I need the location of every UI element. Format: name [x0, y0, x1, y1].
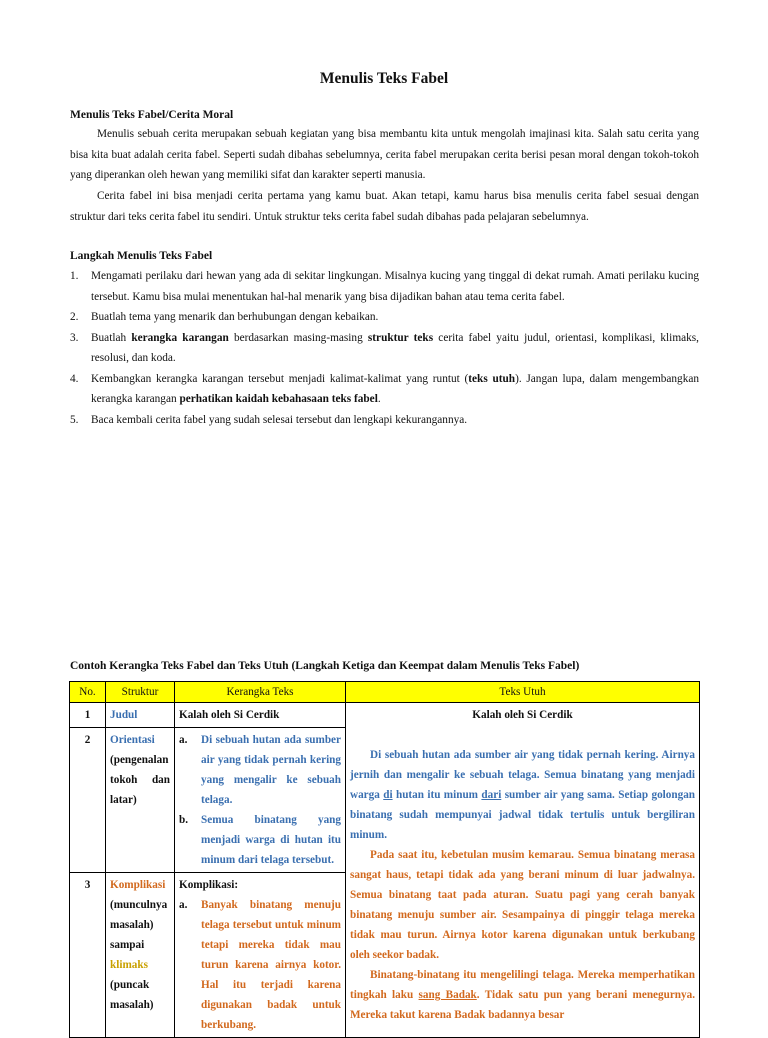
- step-text: Buatlah: [91, 331, 132, 344]
- story-text: hutan itu minum: [392, 789, 482, 801]
- step-number: 5.: [70, 413, 79, 426]
- item-text: Di sebuah hutan ada sumber air yang tidak pernah kering yang mengalir ke sebuah telaga.: [201, 734, 341, 806]
- step-2: [70, 307, 699, 328]
- step-number: 3.: [70, 331, 79, 344]
- kerangka-judul: Kalah oleh Si Cerdik: [175, 703, 346, 728]
- step-text: cerita fabel yaitu judul, orientasi, komplikasi, klimaks, resolusi, dan koda.: [91, 331, 699, 364]
- page-title: Menulis Teks Fabel: [319, 70, 449, 87]
- struktur-desc: (pengenalan tokoh dan latar): [110, 754, 170, 806]
- step-bold: teks utuh: [468, 372, 516, 385]
- story-komplikasi-1: Pada saat itu, kebetulan musim kemarau. Semua binatang merasa sangat haus, tetapi tidak ada yang berani minum di luar jadwalnya. Semua binatang taat pada aturan. Suatu pagi yang cerah banyak binatang menuju sumber air. Sesampainya di pinggir telaga mereka tidak mau turun. Airnya kotor karena digunakan untuk berkubang oleh seekor badak.: [350, 849, 695, 961]
- step-3: [70, 328, 699, 369]
- item-text: Banyak binatang menuju telaga tersebut untuk minum tetapi mereka tidak mau turun karena airnya kotor. Hal itu terjadi karena digunakan badak untuk berkubang.: [201, 899, 341, 1031]
- kerangka-label: Komplikasi:: [179, 879, 239, 891]
- step-4: [70, 369, 699, 410]
- story-text: sumber air yang sama. Setiap golongan binatang sudah mempunyai jadwal tidak tertulis untuk bergiliran minum.: [350, 789, 696, 841]
- underlined-word: di: [383, 789, 393, 801]
- row-number: 3: [70, 873, 106, 1038]
- kerangka-komplikasi: [175, 873, 346, 1038]
- header-kerangka: Kerangka Teks: [175, 682, 346, 703]
- struktur-orientasi: [106, 728, 175, 873]
- step-5: [70, 410, 699, 431]
- struktur-title: Orientasi: [110, 734, 155, 746]
- table-caption: Contoh Kerangka Teks Fabel dan Teks Utuh (Langkah Ketiga dan Keempat dalam Menulis Teks Fabel): [70, 660, 580, 672]
- kerangka-orientasi: [175, 728, 346, 873]
- story-text: Binatang-binatang itu mengelilingi telaga. Mereka memperhatikan tingkah laku: [350, 969, 695, 1001]
- story-orientasi: [350, 745, 695, 845]
- step-text: berdasarkan masing-masing: [228, 331, 368, 344]
- story-text: . Tidak satu pun yang berani menegurnya. Mereka takut karena Badak badannya besar: [350, 989, 695, 1021]
- step-bold: perhatikan kaidah kebahasaan teks fabel: [179, 393, 378, 405]
- header-struktur: Struktur: [106, 682, 175, 703]
- step-text: Baca kembali cerita fabel yang sudah selesai tersebut dan lengkapi kekurangannya.: [91, 413, 468, 426]
- intro-paragraph-2: Cerita fabel ini bisa menjadi cerita pertama yang kamu buat. Akan tetapi, kamu harus bisa menulis cerita fabel sesuai dengan struktur dari teks cerita fabel itu sendiri. Untuk struktur teks cerita fabel sudah dibahas pada pelajaran sebelumnya.: [70, 190, 699, 223]
- table-header-row: [70, 682, 700, 703]
- step-number: 2.: [70, 311, 79, 323]
- step-bold: struktur teks: [367, 331, 434, 344]
- struktur-desc: (munculnya masalah) sampai: [110, 899, 168, 951]
- kerangka-item-b: [179, 810, 341, 870]
- row-number: 2: [70, 728, 106, 873]
- struktur-klimaks: klimaks: [110, 959, 148, 971]
- step-text: .: [377, 393, 381, 405]
- underlined-word: dari: [481, 789, 502, 801]
- table-row: [70, 703, 700, 728]
- step-1: [70, 266, 699, 307]
- struktur-komplikasi: [106, 873, 175, 1038]
- struktur-title: Komplikasi: [110, 879, 166, 891]
- header-teks-utuh: Teks Utuh: [346, 682, 700, 703]
- header-no: No.: [70, 682, 106, 703]
- struktur-desc: (puncak masalah): [110, 979, 154, 1011]
- step-text: ). Jangan lupa, dalam mengembangkan kerangka karangan: [91, 372, 700, 405]
- intro-paragraph-1: Menulis sebuah cerita merupakan sebuah kegiatan yang bisa membantu kita untuk mengolah imajinasi kita. Salah satu cerita yang bisa kita buat adalah cerita fabel. Seperti sudah dibahas sebelumnya, cerita fabel merupakan cerita berisi pesan moral dengan tokoh-tokoh yang diperankan oleh hewan yang memiliki sifat dan karakter seperti manusia.: [70, 128, 699, 181]
- kerangka-item-a: [179, 730, 341, 810]
- story-text: Di sebuah hutan ada sumber air yang tidak pernah kering. Airnya jernih dan mengalir ke sebuah telaga. Semua binatang yang menjadi warga: [350, 749, 695, 801]
- step-number: 4.: [70, 372, 79, 385]
- section-heading-langkah: Langkah Menulis Teks Fabel: [70, 250, 213, 262]
- step-text: Mengamati perilaku dari hewan yang ada di sekitar lingkungan. Misalnya kucing yang tinggal di dekat rumah. Amati perilaku kucing tersebut. Kamu bisa mulai menentukan hal-hal menarik yang bisa dijadikan bahan atau tema cerita fabel.: [91, 270, 699, 303]
- step-text: Kembangkan kerangka karangan tersebut menjadi kalimat-kalimat yang runtut (: [91, 372, 469, 385]
- steps-list: [70, 266, 699, 430]
- item-text: Semua binatang yang menjadi warga di hutan itu minum dari telaga tersebut.: [201, 814, 341, 866]
- item-marker: b.: [179, 814, 189, 826]
- section-heading-fabel: Menulis Teks Fabel/Cerita Moral: [70, 109, 234, 121]
- fabel-table: [69, 681, 700, 1038]
- underlined-word: sang Badak: [418, 989, 477, 1001]
- kerangka-item-a: [179, 895, 341, 1035]
- item-marker: a.: [179, 734, 188, 746]
- story-komplikasi-2: [350, 965, 695, 1025]
- item-marker: a.: [179, 899, 188, 911]
- teks-utuh-cell: [346, 703, 700, 1038]
- struktur-judul: Judul: [106, 703, 175, 728]
- step-text: Buatlah tema yang menarik dan berhubungan dengan kebaikan.: [91, 311, 379, 323]
- step-bold: kerangka karangan: [131, 331, 229, 344]
- step-number: 1.: [70, 270, 79, 282]
- row-number: 1: [70, 703, 106, 728]
- story-title: Kalah oleh Si Cerdik: [472, 709, 573, 721]
